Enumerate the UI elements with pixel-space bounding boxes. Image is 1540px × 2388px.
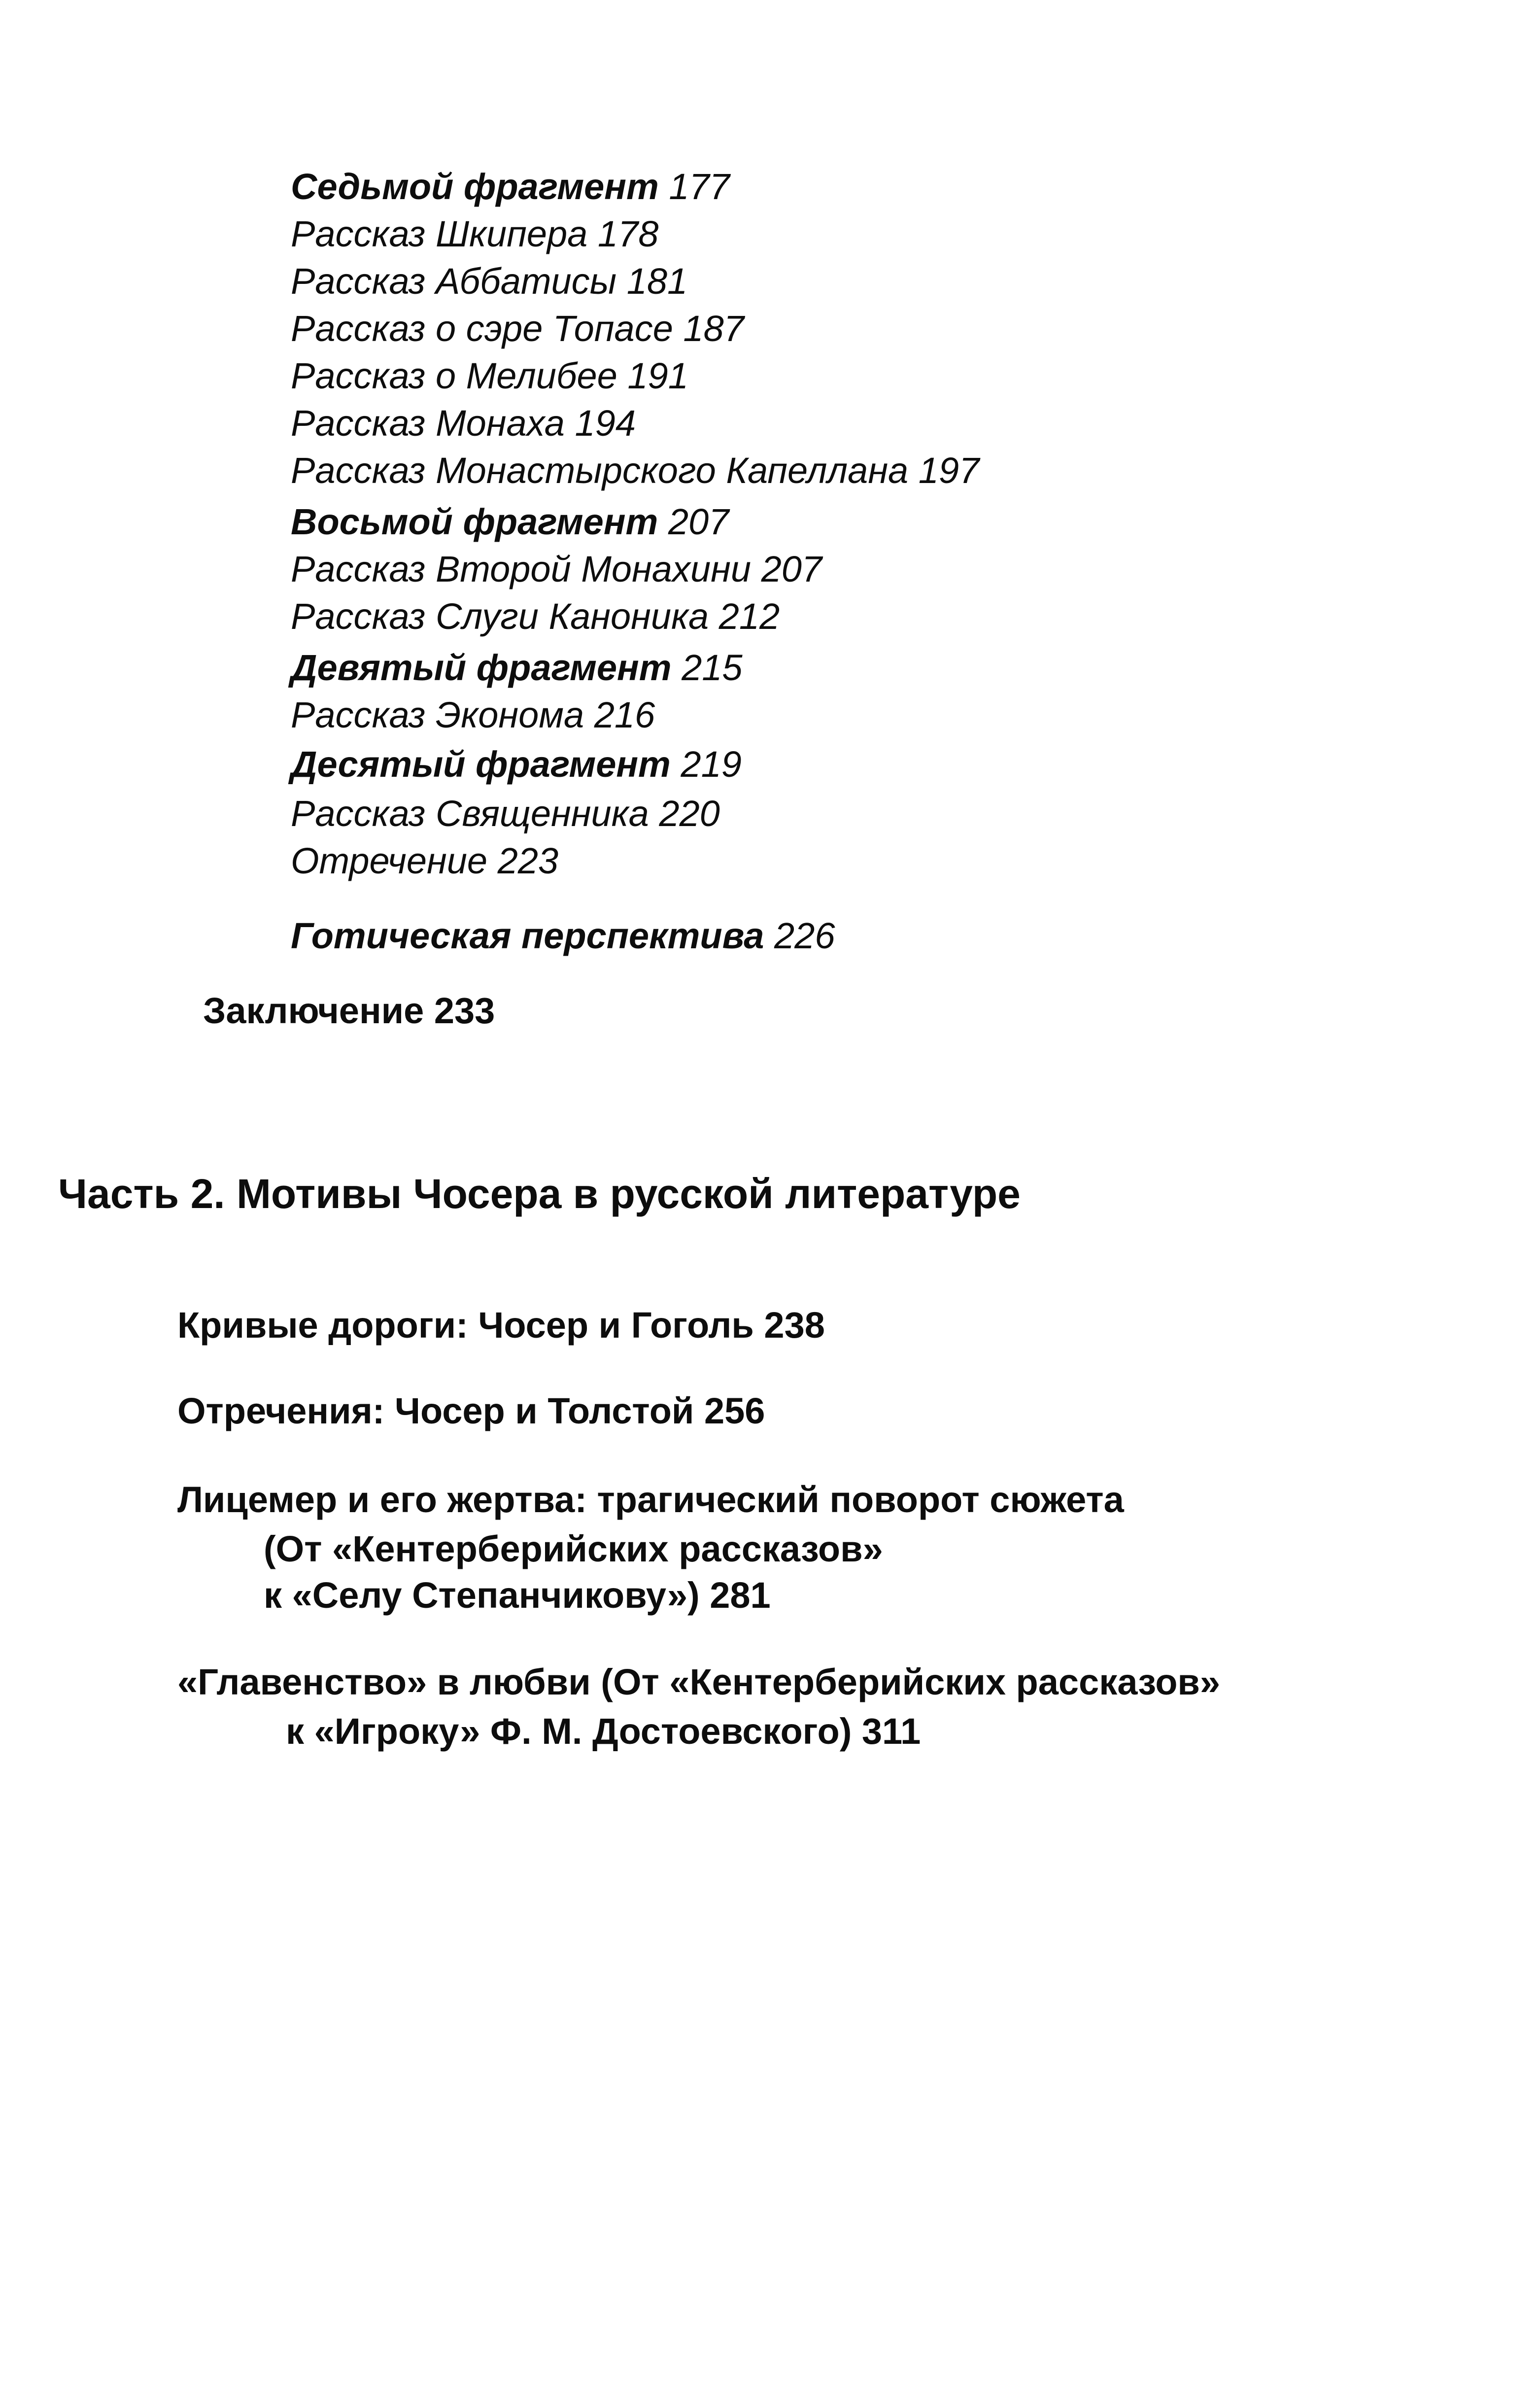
toc-entry-page: 181	[626, 261, 688, 302]
toc-entry-page: 226	[774, 915, 835, 956]
toc-entry-title: Рассказ Эконома	[291, 694, 584, 735]
toc-entry-fragment-9	[291, 647, 743, 688]
toc-entry	[291, 598, 780, 635]
toc-entry-page: 215	[682, 647, 743, 688]
toc-entry-title: Рассказ Аббатисы	[291, 261, 617, 302]
toc-entry-page: 207	[761, 549, 822, 589]
toc-entry-title: Рассказ Шкипера	[291, 213, 588, 254]
toc-entry	[291, 355, 688, 396]
toc-entry	[291, 551, 822, 588]
toc-entry: Отречения: Чосер и Толстой 256	[177, 1390, 765, 1431]
toc-entry-title: Отречение	[291, 840, 488, 881]
toc-entry	[291, 452, 979, 489]
toc-entry-title: Заключение	[203, 990, 424, 1031]
toc-entry	[291, 213, 659, 254]
toc-entry-page: 197	[918, 450, 980, 491]
toc-entry-line: Лицемер и его жертва: трагический поворот сюжета	[177, 1479, 1124, 1520]
toc-entry-page: 178	[597, 213, 659, 254]
toc-entry-title: Девятый фрагмент	[291, 647, 672, 688]
toc-entry-page: 191	[627, 355, 688, 396]
toc-entry-title: Рассказ Второй Монахини	[291, 549, 751, 589]
toc-entry-title: Десятый фрагмент	[291, 744, 671, 785]
toc-entry	[291, 694, 655, 735]
toc-entry-page: 233	[434, 990, 495, 1031]
toc-entry-line: к «Селу Степанчикову») 281	[264, 1575, 771, 1616]
toc-entry-title: Рассказ о Мелибее	[291, 355, 617, 396]
toc-entry-fragment-7	[291, 166, 730, 207]
part-heading: Часть 2. Мотивы Чосера в русской литературе	[58, 1171, 1021, 1217]
toc-entry-title: Седьмой фрагмент	[291, 166, 659, 207]
toc-entry	[291, 405, 636, 442]
toc-entry	[291, 840, 559, 881]
toc-entry-line: «Главенство» в любви (От «Кентерберийских рассказов»	[177, 1661, 1221, 1702]
toc-entry-conclusion	[203, 990, 495, 1031]
toc-entry-title: Рассказ о сэре Топасе	[291, 308, 673, 349]
toc-entry-title: Рассказ Монаха	[291, 403, 565, 444]
toc-entry-line: (От «Кентерберийских рассказов»	[264, 1528, 883, 1569]
toc-entry-page: 177	[669, 166, 730, 207]
toc-entry-title: Готическая перспектива	[291, 915, 764, 956]
toc-entry-page: 220	[659, 793, 720, 834]
toc-entry-title: Рассказ Монастырского Капеллана	[291, 450, 909, 491]
toc-entry-page: 207	[668, 501, 729, 542]
toc-entry-page: 219	[681, 744, 742, 785]
toc-entry-page: 187	[683, 308, 744, 349]
toc-entry-line: к «Игроку» Ф. М. Достоевского) 311	[286, 1711, 921, 1752]
toc-entry-fragment-10	[291, 746, 742, 783]
toc-entry-title: Восьмой фрагмент	[291, 501, 658, 542]
toc-entry: Кривые дороги: Чосер и Гоголь 238	[177, 1305, 825, 1346]
toc-entry-gothic-perspective	[291, 915, 835, 956]
toc-entry-title: Рассказ Священника	[291, 793, 649, 834]
toc-entry	[291, 793, 720, 834]
toc-entry-title: Рассказ Слуги Каноника	[291, 596, 709, 637]
toc-entry-page: 223	[497, 840, 559, 881]
toc-entry	[291, 263, 687, 300]
toc-entry-fragment-8	[291, 501, 729, 542]
toc-entry-page: 216	[594, 694, 655, 735]
toc-entry-page: 194	[575, 403, 636, 444]
toc-entry	[291, 308, 744, 349]
toc-entry-page: 212	[719, 596, 780, 637]
